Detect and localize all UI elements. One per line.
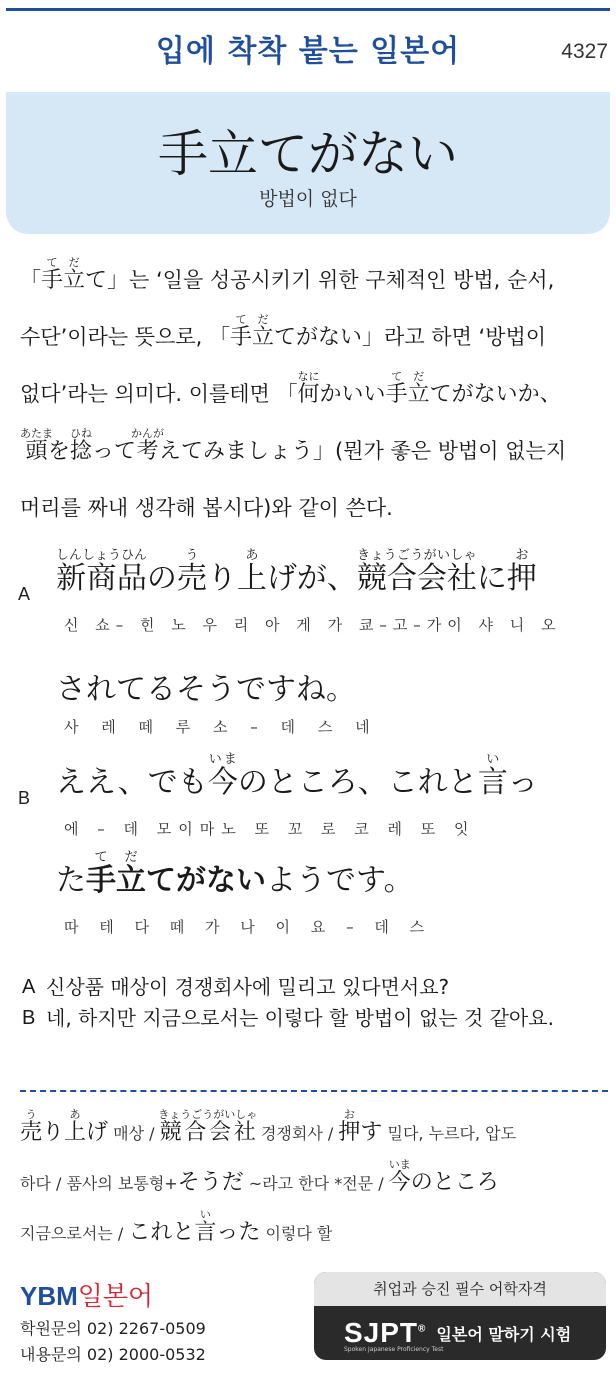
speaker-b: B	[18, 788, 31, 808]
sjpt-logo: SJPT®	[344, 1317, 427, 1348]
dialog-b-reading-1: 에 – 데 모이마노 또 꼬 로 코 레 또 잇	[64, 820, 476, 838]
dashed-divider	[20, 1090, 608, 1092]
speaker-a: A	[18, 584, 31, 604]
main-meaning: 방법이 없다	[259, 188, 357, 210]
episode-number: 4327	[561, 40, 608, 63]
sjpt-ad	[314, 1272, 606, 1360]
dialog-a-reading-2: 사 레 떼 루 소 – 데 스 네	[64, 718, 379, 736]
translation	[22, 972, 602, 1034]
ybm-logo: YBM일본어	[20, 1281, 154, 1312]
dialog-b-japanese-2: た手て立だてがないようです。	[56, 850, 414, 898]
sjpt-title: 일본어 말하기 시험	[436, 1324, 572, 1344]
vocabulary	[20, 1108, 606, 1258]
translation-b: B 네, 하지만 지금으로서는 이렇다 할 방법이 없는 것 같아요.	[22, 1006, 554, 1030]
dialog-a-reading-1: 신 쇼– 힌 노 우 리 아 게 가 쿄–고–가이 샤 니 오	[64, 616, 562, 634]
vocab-line-1: 売うり上あげ 매상 / 競合会社きょうごうがいしゃ 경쟁회사 / 押おす 밀다, 누르다, 압도	[20, 1108, 517, 1145]
contact-academy: 학원문의 02) 2267-0509	[20, 1319, 206, 1338]
contact-content: 내용문의 02) 2000-0532	[20, 1345, 206, 1364]
dialog-a-japanese-1: 新商品しんしょうひんの売うり上あげが、競合会社きょうごうがいしゃに押お	[56, 548, 537, 596]
sjpt-tagline: 취업과 승진 필수 어학자격	[314, 1272, 606, 1306]
vocab-line-3: 지금으로서는 / これと言いった 이렇다 할	[20, 1208, 333, 1245]
dialog-b-reading-2: 따 테 다 떼 가 나 이 요 – 데 스	[64, 918, 433, 936]
top-rule	[6, 8, 610, 11]
translation-a: A 신상품 매상이 경쟁회사에 밀리고 있다면서요?	[22, 975, 450, 999]
title-box	[6, 92, 610, 234]
dialog-a-japanese-2: されてるそうですね。	[56, 672, 356, 707]
sjpt-subtitle: Spoken Japanese Proficiency Test	[344, 1346, 444, 1353]
main-expression: 手立てがない	[158, 125, 458, 183]
series-title: 입에 착착 붙는 일본어	[155, 34, 461, 69]
intro-paragraph: 「手て立だて」는 ‘일을 성공시키기 위한 구체적인 방법, 순서, 수단’이라는 뜻으로, 「手て立だてがない」라고 하면 ‘방법이 없다’라는 의미다. 이를테면 「何なにかいい手て立だてがないか、 頭あたまを捻ひねって考かんがえてみましょう」(뭔가 좋은 방법이 없는지 머리를 짜내 생각해 봅시다)와 같이 쓴다.	[20, 256, 567, 520]
dialog-b-japanese-1: ええ、でも今いまのところ、これと言いっ	[56, 752, 538, 800]
vocab-line-2: 하다 / 품사의 보통형+そうだ ~라고 한다 *전문 / 今いまのところ	[20, 1158, 499, 1195]
